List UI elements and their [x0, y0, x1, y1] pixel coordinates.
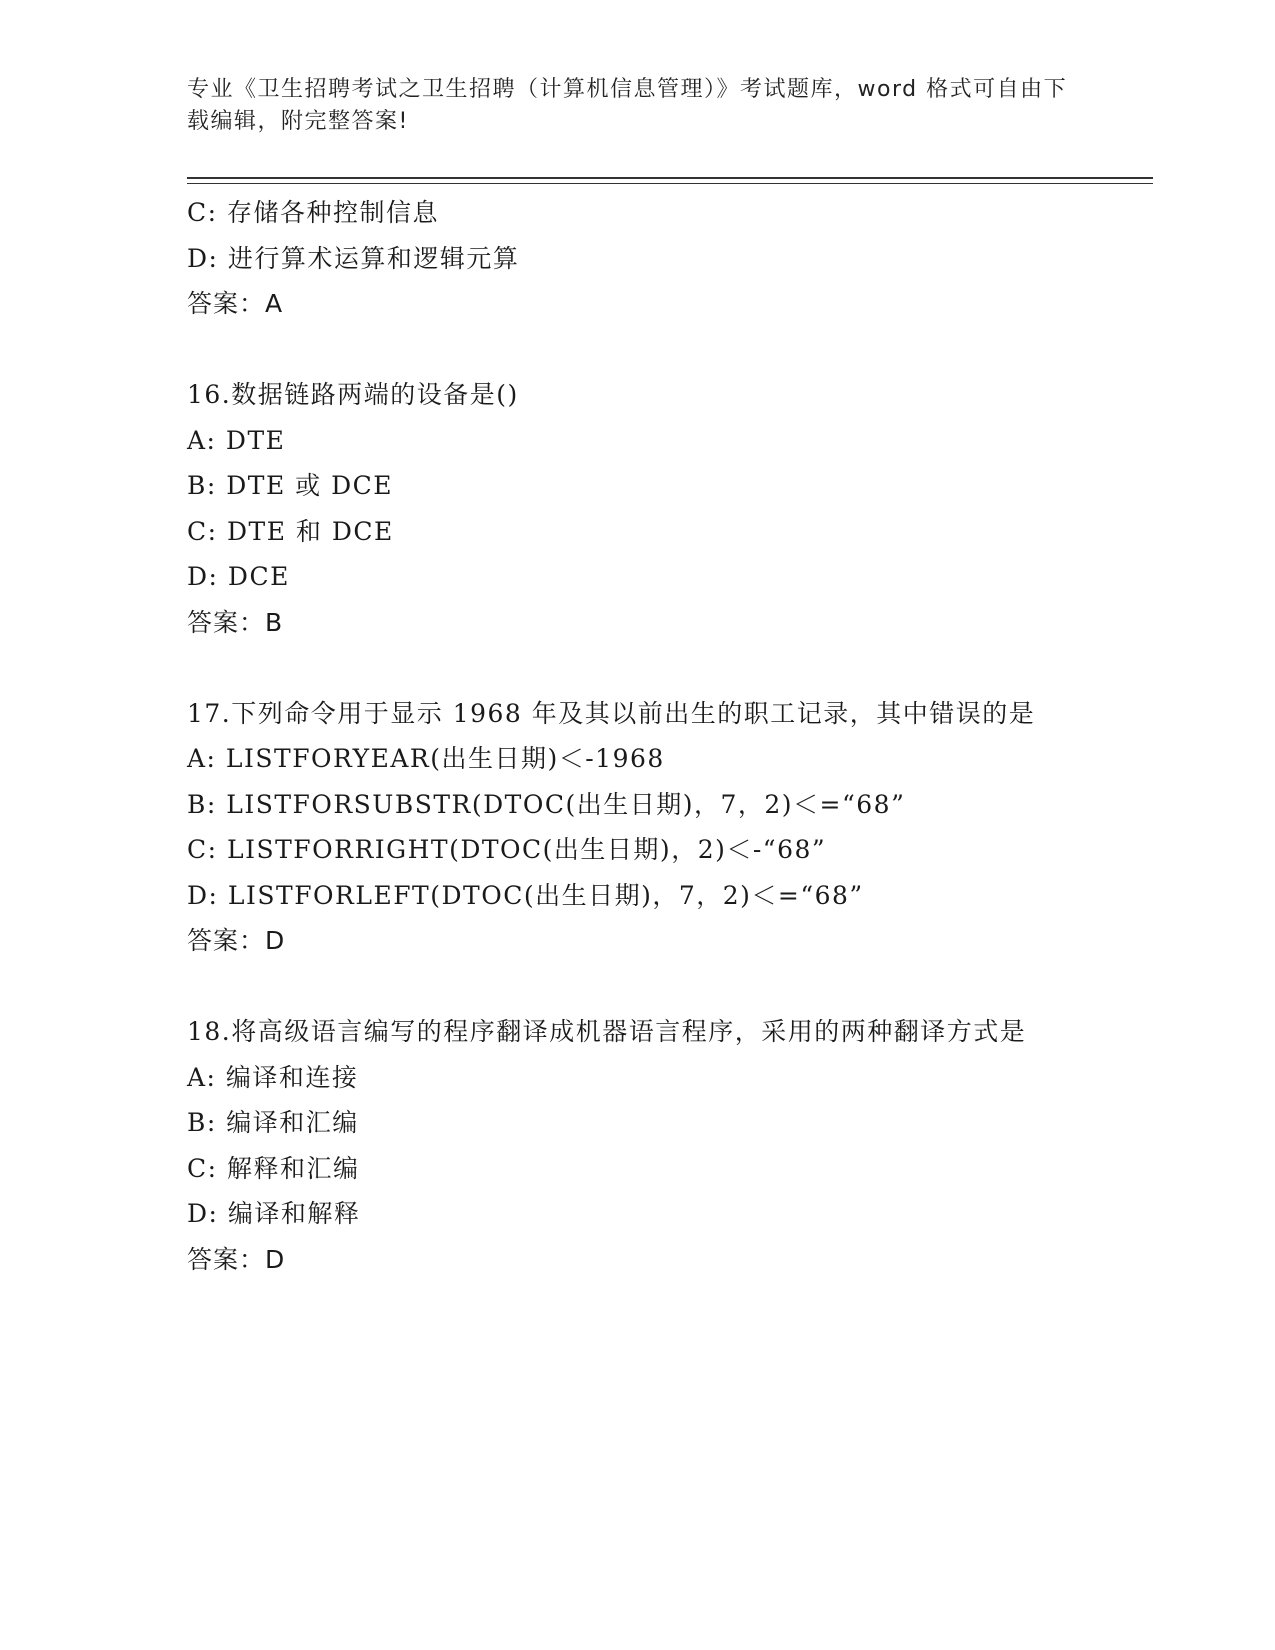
option-c: C: 存储各种控制信息	[187, 198, 439, 227]
answer-line: 答案：D	[187, 926, 286, 955]
option-b: B: DTE 或 DCE	[187, 471, 394, 500]
option-c: C: 解释和汇编	[187, 1153, 360, 1183]
option-a: A: DTE	[187, 425, 286, 455]
header-rule-thick	[187, 177, 1153, 179]
option-d: D: DCE	[187, 562, 290, 591]
option-b: B: 编译和汇编	[187, 1108, 359, 1137]
option-d: D: 进行算术运算和逻辑元算	[187, 243, 520, 273]
option-a: A: 编译和连接	[187, 1062, 359, 1092]
document-header: 专业《卫生招聘考试之卫生招聘（计算机信息管理）》考试题库，word 格式可自由下载编辑，附完整答案!	[187, 77, 1068, 134]
answer-line: 答案：A	[187, 289, 284, 318]
question-block-16	[187, 372, 1087, 645]
question-block-15	[187, 190, 1087, 327]
question-text: 17.下列命令用于显示 1968 年及其以前出生的职工记录，其中错误的是	[187, 698, 1036, 728]
answer-line: 答案：D	[187, 1244, 286, 1274]
option-a: A: LISTFORYEAR(出生日期)＜-1968	[187, 744, 665, 773]
question-block-17	[187, 691, 1087, 964]
question-text: 16.数据链路两端的设备是()	[187, 380, 519, 409]
option-c: C: DTE 和 DCE	[187, 516, 394, 546]
header-rule-thin	[187, 183, 1153, 184]
question-list	[187, 190, 1087, 1282]
option-d: D: LISTFORLEFT(DTOC(出生日期)，7，2)＜=“68”	[187, 880, 864, 910]
option-b: B: LISTFORSUBSTR(DTOC(出生日期)，7，2)＜=“68”	[187, 789, 906, 819]
question-block-18	[187, 1009, 1087, 1282]
option-d: D: 编译和解释	[187, 1199, 361, 1228]
question-text: 18.将高级语言编写的程序翻译成机器语言程序，采用的两种翻译方式是	[187, 1017, 1027, 1046]
option-c: C: LISTFORRIGHT(DTOC(出生日期)，2)＜-“68”	[187, 835, 827, 864]
answer-line: 答案：B	[187, 607, 284, 637]
